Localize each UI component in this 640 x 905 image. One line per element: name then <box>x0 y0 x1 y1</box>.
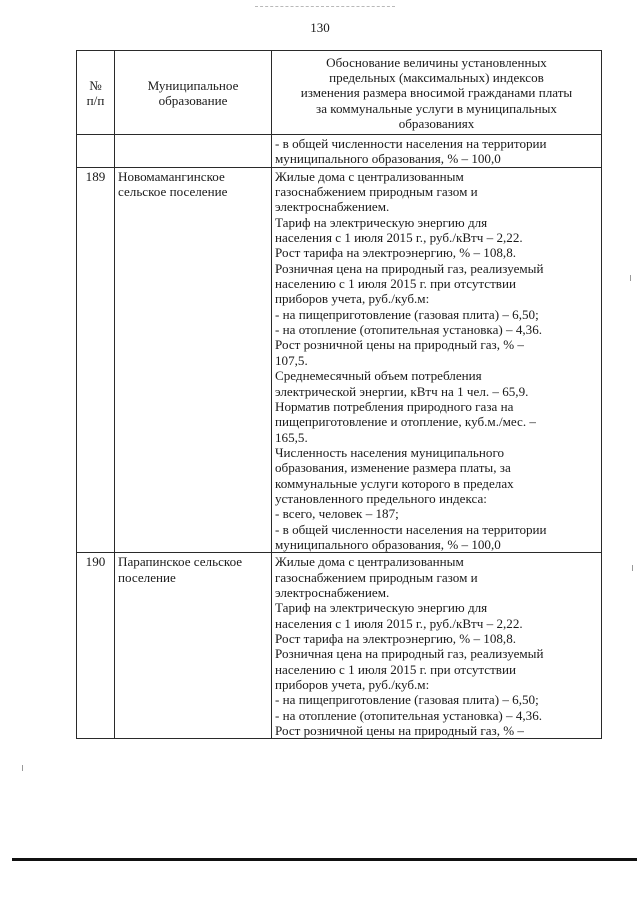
text-line: Рост розничной цены на природный газ, % – <box>275 337 524 353</box>
text-line: Тариф на электрическую энергию для <box>275 214 488 230</box>
text-line: газоснабжением природным газом и <box>275 569 478 585</box>
text-line: - на отопление (отопительная установка) – 4,36. <box>275 322 543 338</box>
text-line: Жилые дома с централизованным <box>275 168 464 184</box>
text-line: Рост тарифа на электроэнергию, % – 108,8. <box>275 245 517 261</box>
text-line: электрической энергии, кВтч на 1 чел. – 65,9. <box>275 383 529 399</box>
text-line: населения с 1 июля 2015 г., руб./кВтч – 2,22. <box>275 615 523 631</box>
header-line: п/п <box>86 93 105 108</box>
tariff-table <box>76 50 602 739</box>
text-line: - на отопление (отопительная установка) – 4,36. <box>275 707 543 723</box>
text-line: Розничная цена на природный газ, реализуемый <box>275 646 544 662</box>
header-line: Муниципальное <box>147 77 239 93</box>
scan-speck <box>22 765 23 771</box>
text-line: Розничная цена на природный газ, реализуемый <box>275 260 544 276</box>
text-line: Рост тарифа на электроэнергию, % – 108,8. <box>275 631 517 646</box>
municipality-line: сельское поселение <box>118 184 228 200</box>
text-line: установленного предельного индекса: <box>275 490 487 506</box>
scan-speck <box>632 565 633 571</box>
text-line: Жилые дома с централизованным <box>275 554 464 570</box>
header-line: предельных (максимальных) индексов <box>329 69 544 85</box>
text-line: электроснабжением. <box>275 584 390 600</box>
text-line: населения с 1 июля 2015 г., руб./кВтч – 2,22. <box>275 230 523 246</box>
text-line: населению с 1 июля 2015 г. при отсутствии <box>275 276 517 292</box>
text-line: Численность населения муниципального <box>275 444 505 460</box>
text-line: приборов учета, руб./куб.м: <box>275 291 430 307</box>
municipality-line: поселение <box>118 569 176 585</box>
top-scan-mark <box>255 6 395 7</box>
text-line: приборов учета, руб./куб.м: <box>275 677 430 693</box>
text-line: коммунальные услуги которого в пределах <box>275 475 514 491</box>
text-line: образования, изменение размера платы, за <box>275 460 511 476</box>
header-line: образованиях <box>398 116 475 132</box>
header-municipality <box>115 51 272 135</box>
text-line: газоснабжением природным газом и <box>275 184 478 200</box>
text-line: - в общей численности населения на территории <box>275 521 547 537</box>
text-line: 165,5. <box>275 429 308 445</box>
page-number: 130 <box>310 20 330 35</box>
table-header-row <box>77 51 602 135</box>
header-line: № <box>89 77 102 93</box>
text-line: - на пищеприготовление (газовая плита) – 6,50; <box>275 692 539 708</box>
row-municipality <box>115 167 272 553</box>
row-municipality <box>115 553 272 739</box>
text-line: - в общей численности населения на территории <box>275 136 547 151</box>
municipality-line: Новомамангинское <box>118 168 225 184</box>
header-line: изменения размера вносимой гражданами платы <box>300 85 573 101</box>
header-line: образование <box>158 93 228 108</box>
table-row-189 <box>77 167 602 553</box>
text-line: - на пищеприготовление (газовая плита) – 6,50; <box>275 306 539 322</box>
row-number: 190 <box>77 553 115 739</box>
header-justification <box>272 51 602 135</box>
continuation-number-cell <box>77 135 115 168</box>
text-line: Норматив потребления природного газа на <box>275 398 514 414</box>
scan-speck <box>630 275 631 281</box>
row-justification <box>272 167 602 553</box>
table-row-190 <box>77 553 602 739</box>
text-line: - всего, человек – 187; <box>275 506 399 522</box>
text-line: муниципального образования, % – 100,0 <box>275 151 501 167</box>
text-line: Тариф на электрическую энергию для <box>275 600 488 616</box>
table-row-continuation <box>77 135 602 168</box>
text-line: электроснабжением. <box>275 199 390 215</box>
header-number <box>77 51 115 135</box>
text-line: Среднемесячный объем потребления <box>275 368 482 384</box>
header-line: за коммунальные услуги в муниципальных <box>316 100 557 116</box>
continuation-municipality-cell <box>115 135 272 168</box>
bottom-rule <box>12 858 637 861</box>
municipality-line: Парапинское сельское <box>118 554 243 570</box>
text-line: 107,5. <box>275 352 308 368</box>
row-number: 189 <box>77 167 115 553</box>
text-line: населению с 1 июля 2015 г. при отсутствии <box>275 661 517 677</box>
continuation-text-cell <box>272 135 602 168</box>
row-justification <box>272 553 602 739</box>
text-line: Рост розничной цены на природный газ, % – <box>275 723 524 739</box>
text-line: пищеприготовление и отопление, куб.м./мес. – <box>275 414 536 430</box>
header-line: Обоснование величины установленных <box>326 54 547 70</box>
text-line: муниципального образования, % – 100,0 <box>275 536 501 552</box>
